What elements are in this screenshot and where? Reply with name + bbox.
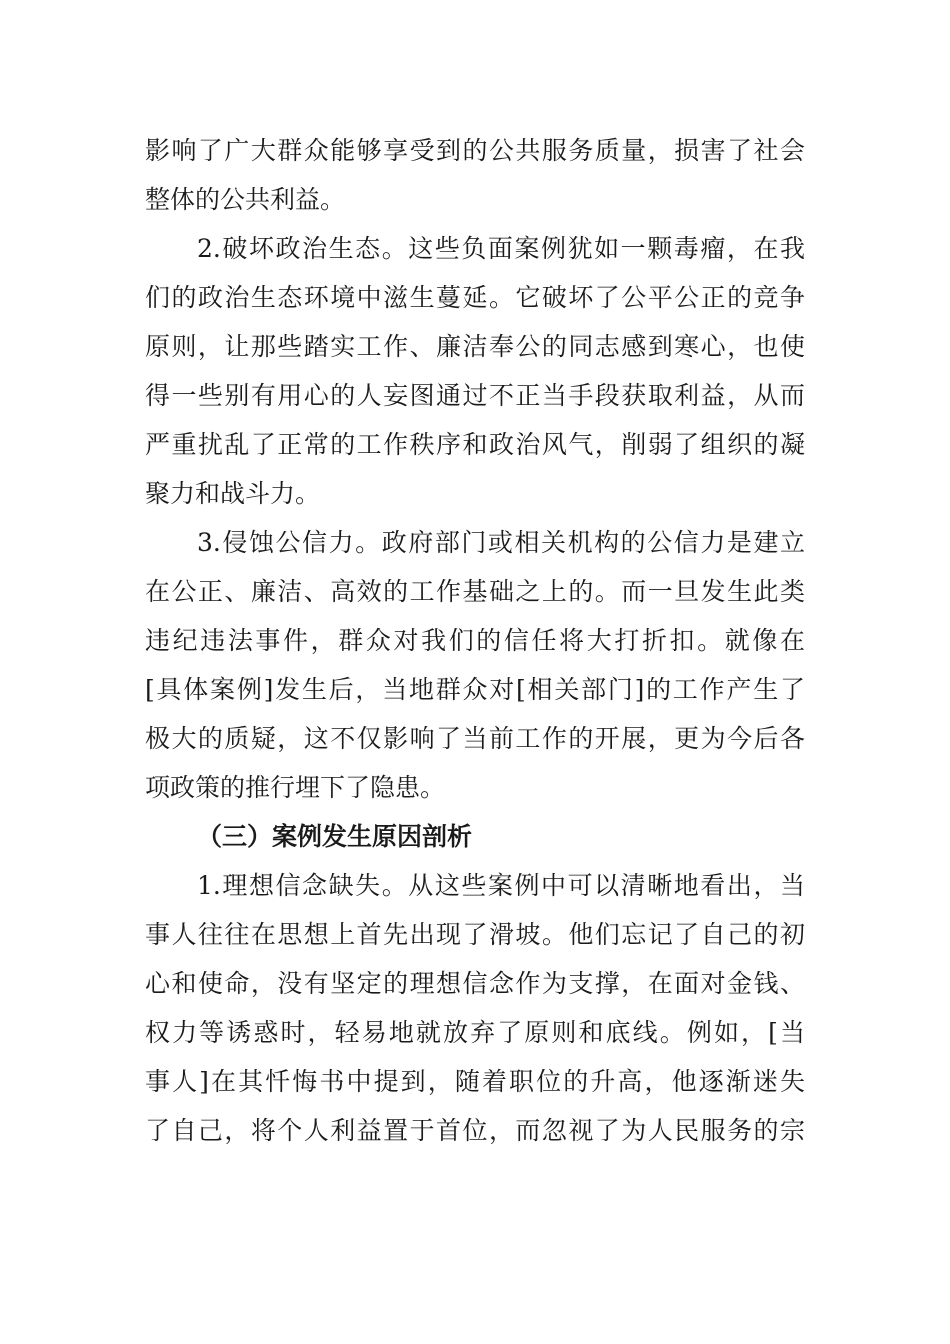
paragraph-intro <box>145 126 805 224</box>
text-line: 了自己，将个人利益置于首位，而忽视了为人民服务的宗 <box>145 1116 805 1145</box>
text-line: 1.理想信念缺失。从这些案例中可以清晰地看出，当 <box>197 871 805 900</box>
section-heading: （三）案例发生原因剖析 <box>197 822 473 851</box>
text-line: 事人往往在思想上首先出现了滑坡。他们忘记了自己的初 <box>145 920 805 949</box>
text-line: 影响了广大群众能够享受到的公共服务质量，损害了社会 <box>145 136 805 165</box>
text-line: 们的政治生态环境中滋生蔓延。它破坏了公平公正的竞争 <box>145 283 805 312</box>
text-line: 严重扰乱了正常的工作秩序和政治风气，削弱了组织的凝 <box>145 430 805 459</box>
text-line: 在公正、廉洁、高效的工作基础之上的。而一旦发生此类 <box>145 577 805 606</box>
paragraph-destroy-political-ecology <box>145 224 805 518</box>
text-line: 3.侵蚀公信力。政府部门或相关机构的公信力是建立 <box>197 528 805 557</box>
text-line: 心和使命，没有坚定的理想信念作为支撑，在面对金钱、 <box>145 969 805 998</box>
paragraph-erode-credibility <box>145 518 805 812</box>
text-line: 极大的质疑，这不仅影响了当前工作的开展，更为今后各 <box>145 724 805 753</box>
text-line: 项政策的推行埋下了隐患。 <box>145 773 446 802</box>
document-body <box>145 126 805 1155</box>
text-line: 权力等诱惑时，轻易地就放弃了原则和底线。例如，[当 <box>145 1018 805 1047</box>
text-line: 得一些别有用心的人妄图通过不正当手段获取利益，从而 <box>145 381 805 410</box>
text-line: 事人]在其忏悔书中提到，随着职位的升高，他逐渐迷失 <box>145 1067 805 1096</box>
text-line: 整体的公共利益。 <box>145 185 346 214</box>
text-line: 2.破坏政治生态。这些负面案例犹如一颗毒瘤，在我 <box>197 234 805 263</box>
text-line: 聚力和战斗力。 <box>145 479 321 508</box>
paragraph-lack-of-ideals <box>145 861 805 1155</box>
text-line: 违纪违法事件，群众对我们的信任将大打折扣。就像在 <box>145 626 805 655</box>
text-line: [具体案例]发生后，当地群众对[相关部门]的工作产生了 <box>145 675 805 704</box>
text-line: 原则，让那些踏实工作、廉洁奉公的同志感到寒心，也使 <box>145 332 805 361</box>
